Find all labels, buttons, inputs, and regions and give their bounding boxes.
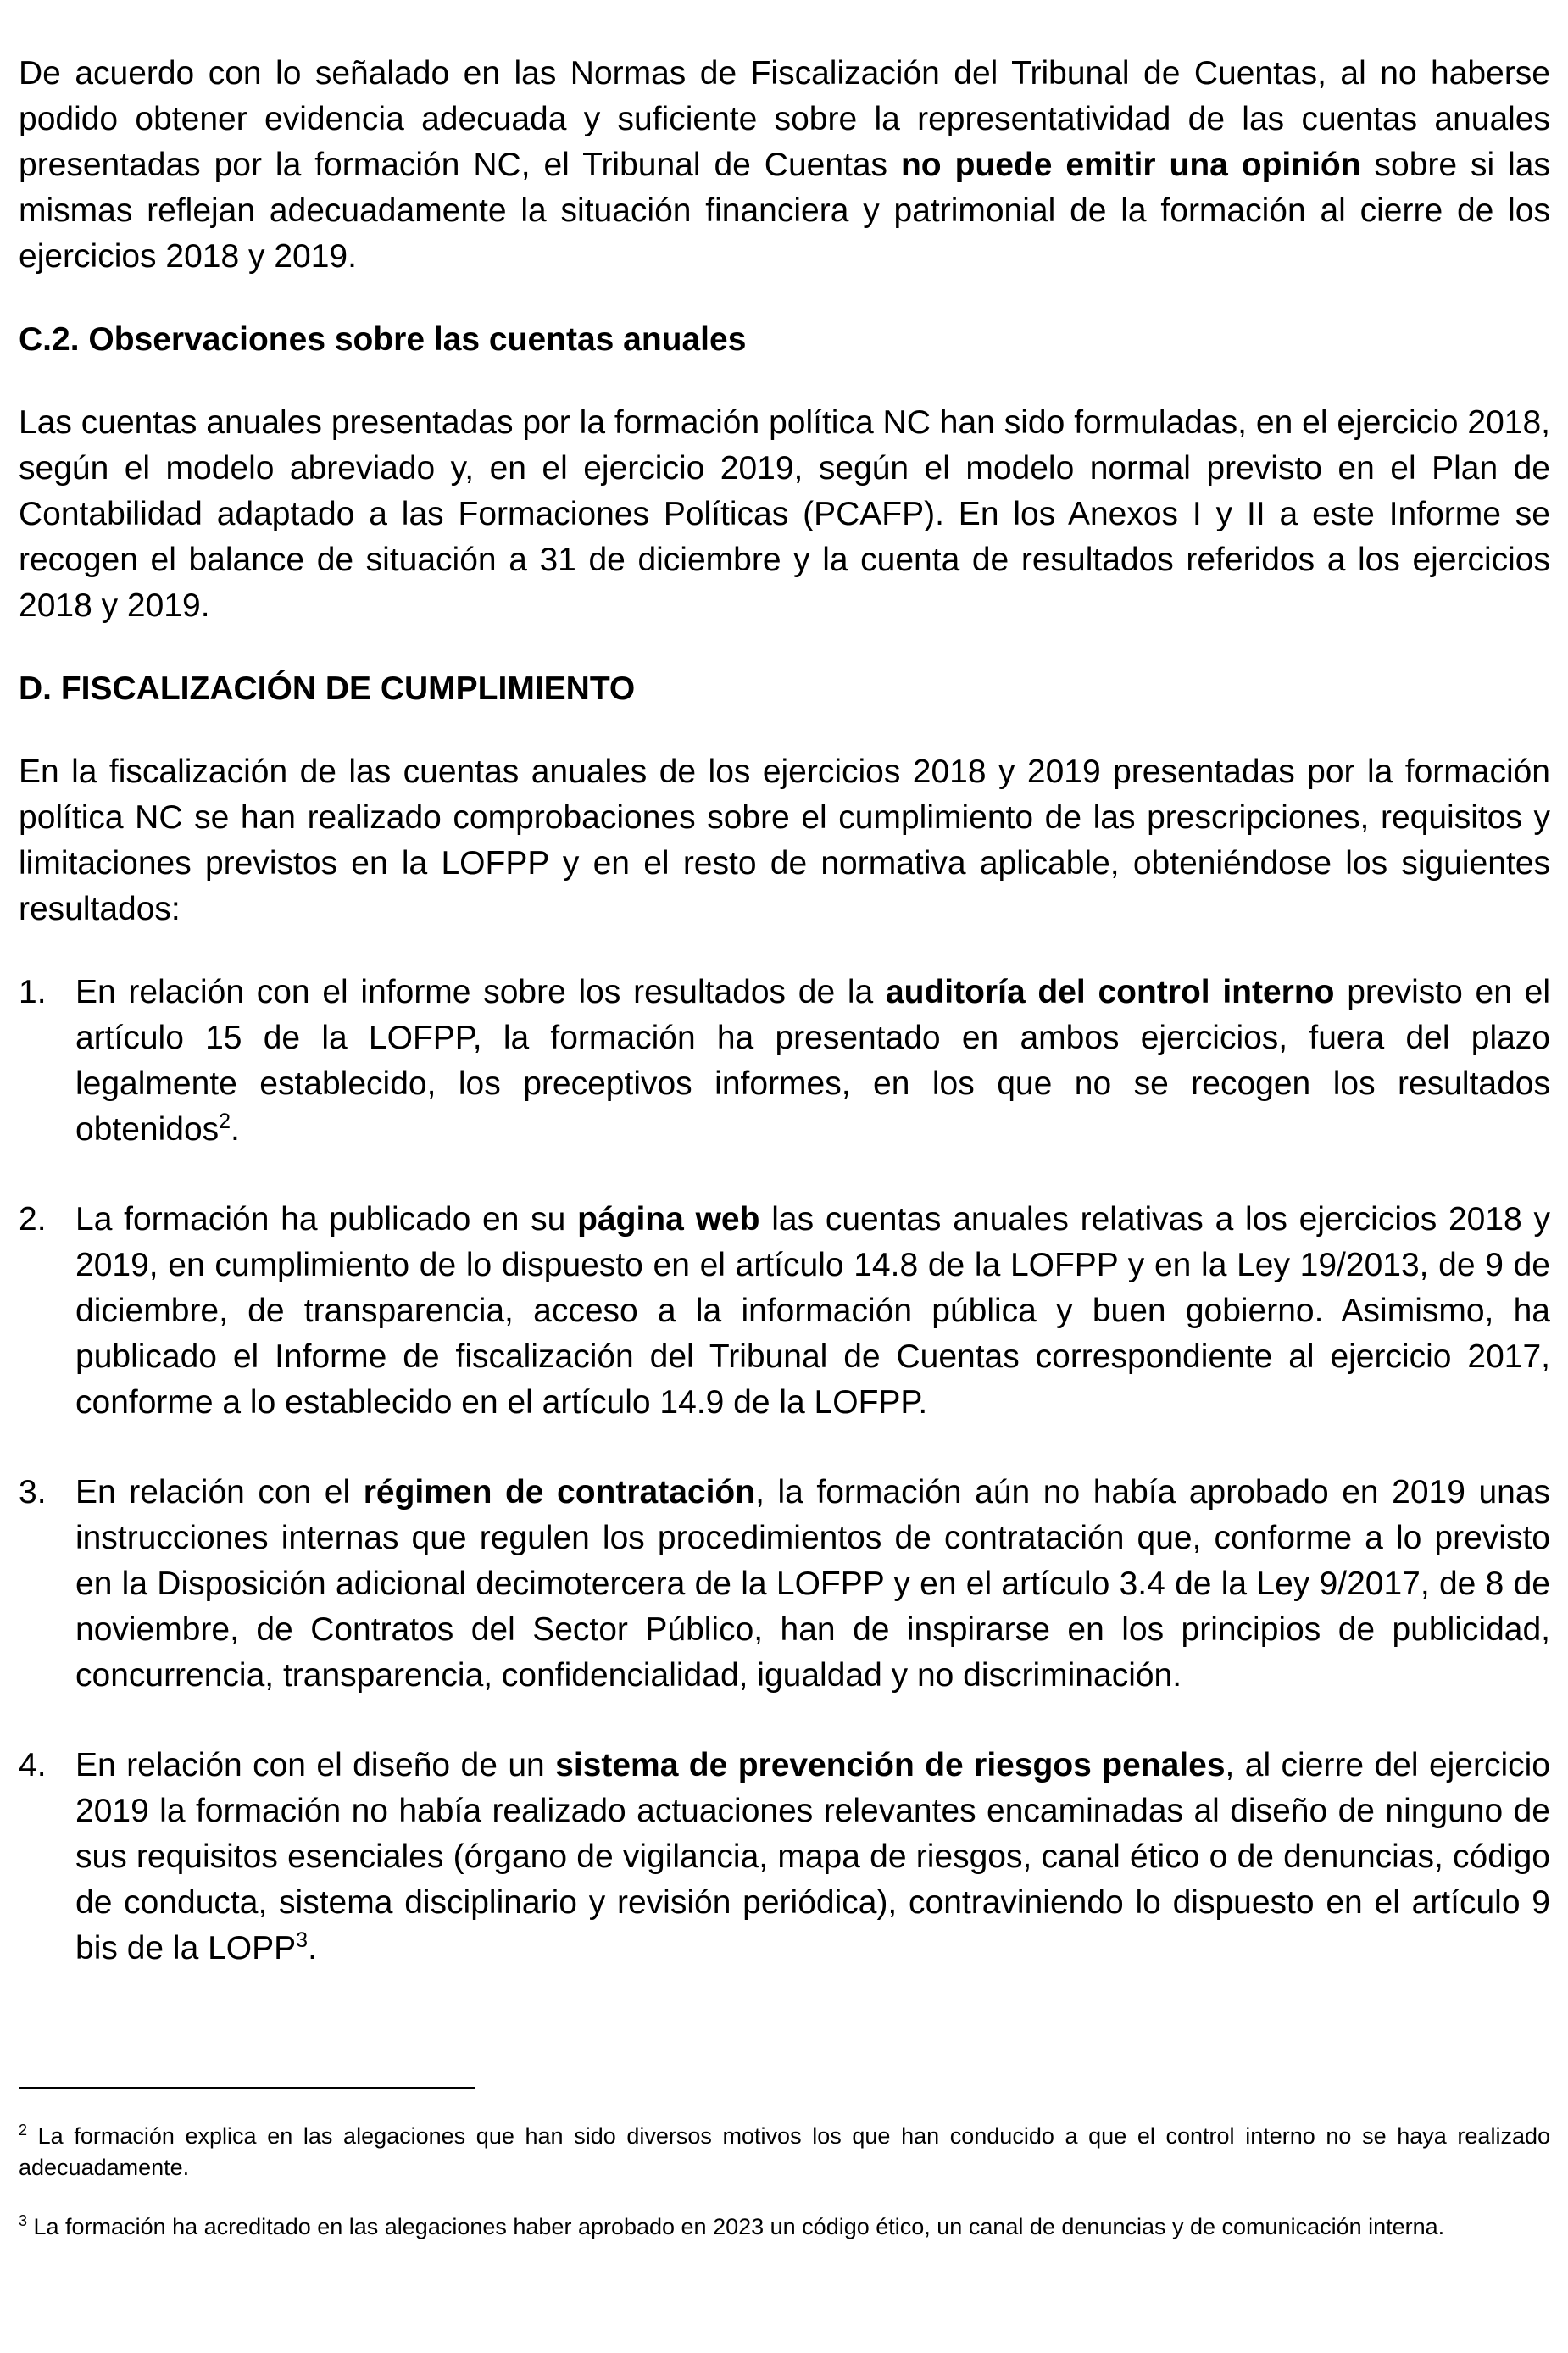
intro-bold-text: no puede emitir una opinión [900, 147, 1361, 183]
finding-text: En relación con el [75, 1474, 364, 1510]
finding-bold-text: régimen de contratación [363, 1474, 756, 1510]
finding-text: En relación con el diseño de un [75, 1747, 556, 1783]
intro-text-end: sobre si las mismas reflejan adecuadamente la situación financiera y patrimonial de la formación al cierre de los ejercicios 2018 y 2019. [19, 147, 1550, 275]
finding-bold-text: página web [577, 1201, 760, 1238]
finding-text: En relación con el informe sobre los resultados de la [75, 974, 886, 1010]
finding-bold-text: auditoría del control interno [885, 974, 1335, 1010]
finding-item-4 [19, 1743, 1550, 1972]
finding-text: . [231, 1111, 240, 1148]
footnotes-section [19, 2121, 1550, 2271]
document-page [19, 51, 1550, 2016]
footnote-ref[interactable]: 2 [219, 1110, 231, 1133]
finding-text: las cuentas anuales relativas a los ejercicios 2018 y 2019, en cumplimiento de lo dispuesto en el artículo 14.8 de la LOFPP y en la Ley 19/2013, de 9 de diciembre, de transparencia, acceso a la información pública y buen gobierno. Asimismo, ha publicado el Informe de fiscalización del Tribunal de Cuentas correspondiente al ejercicio 2017, conforme a lo establecido en el artículo 14.9 de la LOFPP. [75, 1201, 1550, 1421]
footnote-3 [19, 2211, 1550, 2243]
section-d-heading: D. FISCALIZACIÓN DE CUMPLIMIENTO [19, 670, 636, 707]
finding-number: 1. [19, 974, 47, 1010]
section-d-paragraph: En la fiscalización de las cuentas anuales de los ejercicios 2018 y 2019 presentadas por la formación política NC se han realizado comprobaciones sobre el cumplimiento de las prescripciones, requisitos y limitaciones previstos en la LOFPP y en el resto de normativa aplicable, obteniéndose los siguientes resultados: [19, 754, 1550, 927]
finding-text: , la formación aún no había aprobado en 2019 unas instrucciones internas que regulen los procedimientos de contratación que, conforme a lo previsto en la Disposición adicional decimotercera de la LOFPP y en el artículo 3.4 de la Ley 9/2017, de 8 de noviembre, de Contratos del Sector Público, han de inspirarse en los principios de publicidad, concurrencia, transparencia, confidencialidad, igualdad y no discriminación. [75, 1474, 1551, 1694]
footnote-number: 2 [19, 2122, 28, 2139]
finding-item-1 [19, 970, 1550, 1153]
finding-text: La formación ha publicado en su [75, 1201, 578, 1238]
finding-text: . [308, 1930, 317, 1966]
footnote-ref[interactable]: 3 [296, 1928, 309, 1952]
findings-list [19, 970, 1550, 1972]
section-c2-paragraph: Las cuentas anuales presentadas por la formación política NC han sido formuladas, en el ejercicio 2018, según el modelo abreviado y, en el ejercicio 2019, según el modelo normal previsto en el Plan de Contabilidad adaptado a las Formaciones Políticas (PCAFP). En los Anexos I y II a este Informe se recogen el balance de situación a 31 de diciembre y la cuenta de resultados referidos a los ejercicios 2018 y 2019. [19, 404, 1550, 624]
intro-text-start: De acuerdo con lo señalado en las Normas de Fiscalización del Tribunal de Cuentas, al no haberse podido obtener evidencia adecuada y suficiente sobre la representatividad de las cuentas anuales presentadas por la formación NC, el Tribunal de Cuentas [19, 55, 1550, 183]
finding-number: 3. [19, 1474, 47, 1510]
finding-item-2 [19, 1197, 1550, 1426]
finding-bold-text: sistema de prevención de riesgos penales [555, 1747, 1226, 1783]
section-c2-heading: C.2. Observaciones sobre las cuentas anuales [19, 321, 747, 358]
finding-number: 2. [19, 1201, 47, 1238]
intro-paragraph [19, 51, 1550, 280]
footnote-text: La formación explica en las alegaciones que han sido diversos motivos los que han conducido a que el control interno no se haya realizado adecuadamente. [19, 2123, 1550, 2180]
finding-text: , al cierre del ejercicio 2019 la formación no había realizado actuaciones relevantes encaminadas al diseño de ninguno de sus requisitos esenciales (órgano de vigilancia, mapa de riesgos, canal ético o de denuncias, código de conducta, sistema disciplinario y revisión periódica), contraviniendo lo dispuesto en el artículo 9 bis de la LOPP [75, 1747, 1551, 1966]
finding-number: 4. [19, 1747, 47, 1783]
footnote-text: La formación ha acreditado en las alegaciones haber aprobado en 2023 un código ético, un canal de denuncias y de comunicación interna. [27, 2214, 1445, 2239]
footnote-number: 3 [19, 2212, 28, 2229]
footnote-2 [19, 2121, 1550, 2183]
finding-text: previsto en el artículo 15 de la LOFPP, la formación ha presentado en ambos ejercicios, fuera del plazo legalmente establecido, los preceptivos informes, en los que no se recogen los resultados obtenidos [75, 974, 1550, 1148]
footnote-divider [19, 2087, 475, 2089]
finding-item-3 [19, 1470, 1550, 1699]
